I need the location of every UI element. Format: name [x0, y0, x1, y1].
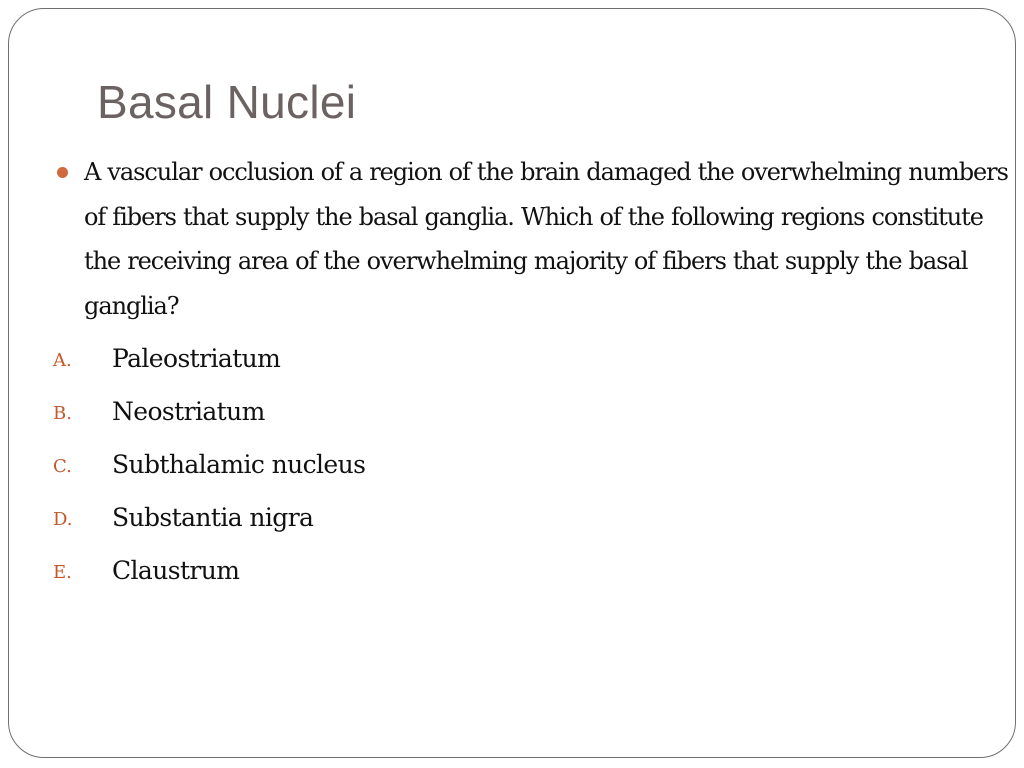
option-text: Neostriatum [112, 397, 265, 426]
answer-option-d [53, 491, 1013, 544]
slide-frame [8, 8, 1016, 758]
option-text: Claustrum [112, 556, 240, 585]
option-letter: E. [53, 562, 72, 583]
option-text: Subthalamic nucleus [112, 450, 366, 479]
answer-option-b [53, 385, 1013, 438]
question-bullet [53, 150, 1013, 328]
slide-content [53, 150, 1013, 597]
bullet-dot-icon [57, 167, 68, 178]
answer-options-list [53, 332, 1013, 597]
option-text: Paleostriatum [112, 344, 281, 373]
option-letter: C. [53, 456, 72, 477]
option-letter: B. [53, 403, 72, 424]
option-letter: A. [53, 350, 72, 371]
option-text: Substantia nigra [112, 503, 314, 532]
answer-option-e [53, 544, 1013, 597]
answer-option-a [53, 332, 1013, 385]
option-letter: D. [53, 509, 73, 530]
question-text: A vascular occlusion of a region of the brain damaged the overwhelming numbers of fibers that supply the basal ganglia. Which of the following regions constitute the receiving area of the overwhelming majority of fibers that supply the basal ganglia? [84, 158, 1008, 320]
slide-title: Basal Nuclei [97, 76, 357, 128]
answer-option-c [53, 438, 1013, 491]
